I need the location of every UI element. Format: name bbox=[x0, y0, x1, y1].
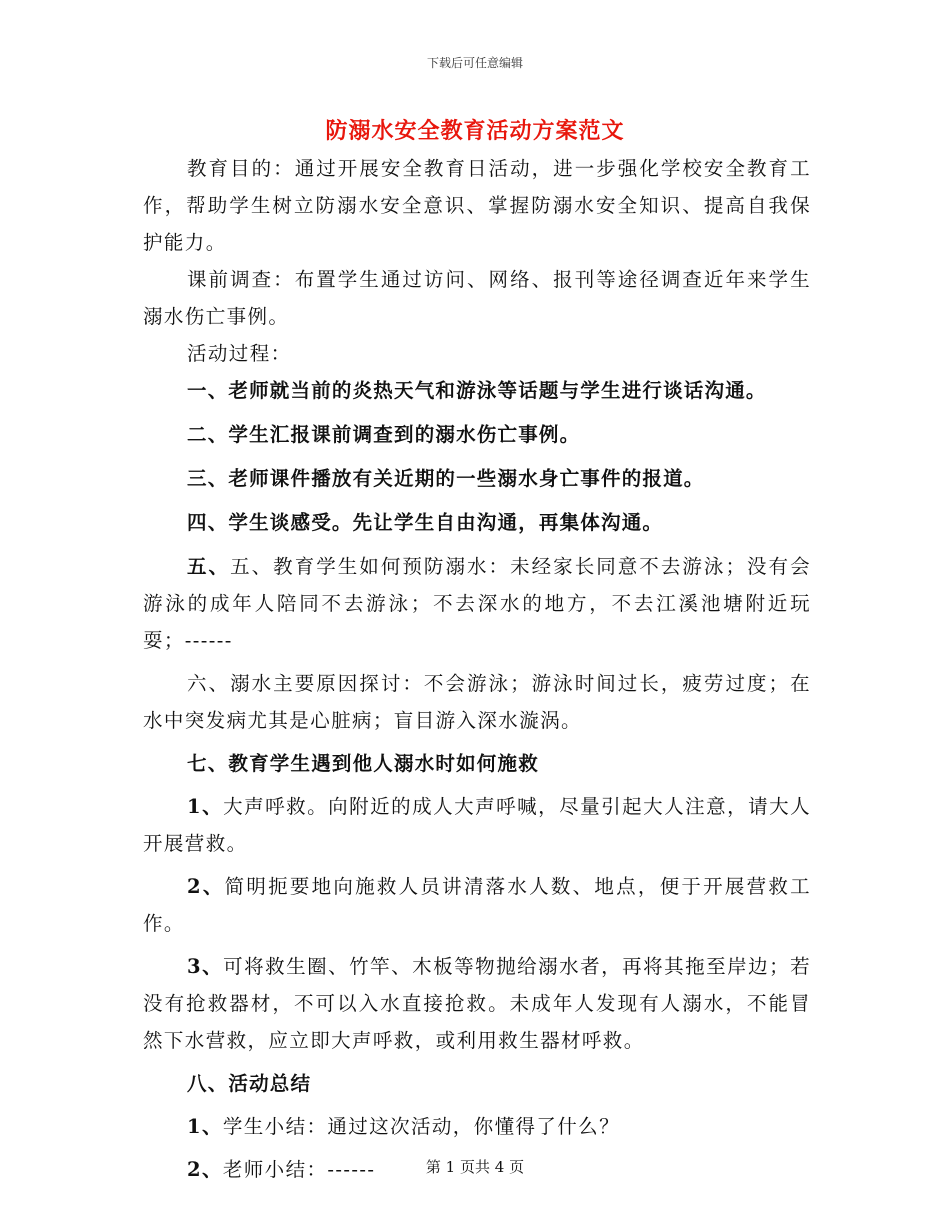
step-1: 一、老师就当前的炎热天气和游泳等话题与学生进行谈话沟通。 bbox=[187, 379, 767, 402]
rescue-item-1-number: 1、 bbox=[187, 795, 224, 818]
step-5-prefix: 五、 bbox=[187, 555, 231, 578]
summary-item-1-text: 学生小结：通过这次活动，你懂得了什么？ bbox=[222, 1115, 620, 1138]
rescue-item-2-number: 2、 bbox=[187, 875, 225, 898]
step-8: 八、活动总结 bbox=[187, 1072, 312, 1095]
rescue-item-2 bbox=[143, 868, 811, 942]
step-3: 三、老师课件播放有关近期的一些溺水身亡事件的报道。 bbox=[187, 467, 705, 490]
page-footer: 第 1 页共 4 页 bbox=[425, 1158, 525, 1176]
step-6: 六、溺水主要原因探讨：不会游泳；游泳时间过长，疲劳过度；在水中突发病尤其是心脏病；盲目游入深水漩涡。 bbox=[143, 672, 811, 732]
step-5-text: 五、教育学生如何预防溺水：未经家长同意不去游泳；没有会游泳的成年人陪同不去游泳；不去深水的地方，不去江溪池塘附近玩耍；------ bbox=[143, 555, 811, 652]
paragraph-survey: 课前调查：布置学生通过访问、网络、报刊等途径调查近年来学生溺水伤亡事例。 bbox=[143, 268, 811, 328]
summary-item-1-number: 1、 bbox=[187, 1115, 223, 1138]
summary-item-1 bbox=[143, 1108, 811, 1145]
document-title: 防溺水安全教育活动方案范文 bbox=[325, 118, 625, 144]
rescue-item-1-text: 大声呼救。向附近的成人大声呼喊，尽量引起大人注意，请大人开展营救。 bbox=[143, 795, 811, 855]
step-7: 七、教育学生遇到他人溺水时如何施救 bbox=[187, 752, 539, 775]
rescue-item-3-text: 可将救生圈、竹竿、木板等物抛给溺水者，再将其拖至岸边；若没有抢救器材，不可以入水直接抢救。未成年人发现有人溺水，不能冒然下水营救，应立即大声呼救，或利用救生器材呼救。 bbox=[143, 955, 811, 1052]
rescue-item-3-number: 3、 bbox=[187, 955, 224, 978]
paragraph-process-heading: 活动过程： bbox=[187, 342, 292, 365]
rescue-item-1 bbox=[143, 788, 811, 862]
rescue-item-3 bbox=[143, 948, 811, 1059]
header-note: 下载后可任意编辑 bbox=[426, 56, 523, 70]
step-4: 四、学生谈感受。先让学生自由沟通，再集体沟通。 bbox=[187, 511, 664, 534]
summary-item-2-number: 2、 bbox=[187, 1158, 223, 1181]
paragraph-purpose: 教育目的：通过开展安全教育日活动，进一步强化学校安全教育工作，帮助学生树立防溺水安全意识、掌握防溺水安全知识、提高自我保护能力。 bbox=[143, 157, 811, 254]
rescue-item-2-text: 简明扼要地向施救人员讲清落水人数、地点，便于开展营救工作。 bbox=[143, 875, 811, 935]
step-2: 二、学生汇报课前调查到的溺水伤亡事例。 bbox=[187, 423, 581, 446]
document-body bbox=[143, 150, 811, 1188]
summary-item-2-text: 老师小结：------ bbox=[222, 1158, 376, 1181]
step-5 bbox=[143, 548, 811, 659]
